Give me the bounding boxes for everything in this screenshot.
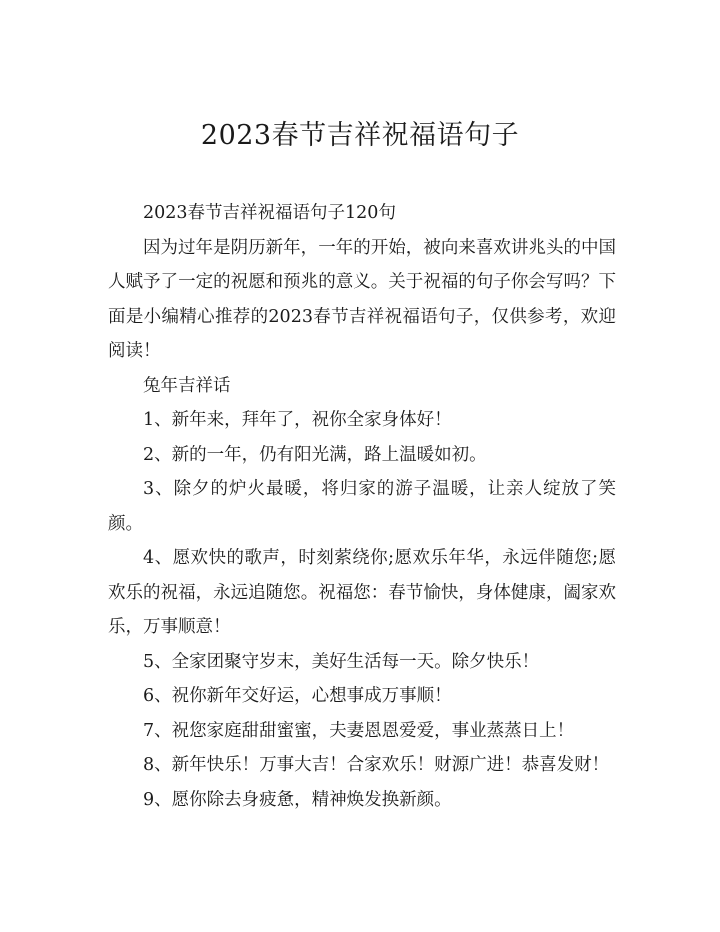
paragraph-subtitle: 2023春节吉祥祝福语句子120句: [143, 203, 396, 223]
list-item: 8、新年快乐！万事大吉！合家欢乐！财源广进！恭喜发财！: [143, 755, 610, 775]
list-item: 7、祝您家庭甜甜蜜蜜，夫妻恩恩爱爱，事业蒸蒸日上！: [143, 720, 575, 741]
list-item: 4、愿欢快的歌声，时刻萦绕你;愿欢乐年华，永远伴随您;愿欢乐的祝福，永远追随您。祝福您：春节愉快，身体健康，阖家欢乐，万事顺意！: [108, 548, 616, 637]
list-item: 5、全家团聚守岁末，美好生活每一天。除夕快乐！: [143, 651, 540, 672]
list-item: 3、除夕的炉火最暖，将归家的游子温暖，让亲人绽放了笑颜。: [108, 479, 616, 534]
paragraph-intro: 因为过年是阴历新年，一年的开始，被向来喜欢讲兆头的中国人赋予了一定的祝愿和预兆的意义。关于祝福的句子你会写吗？下面是小编精心推荐的2023春节吉祥祝福语句子，仅供参考，欢迎阅读！: [108, 237, 616, 361]
list-item: 6、祝你新年交好运，心想事成万事顺！: [143, 686, 452, 706]
section-heading: 兔年吉祥话: [143, 375, 231, 396]
document-body: [108, 196, 616, 817]
list-item: 9、愿你除去身疲惫，精神焕发换新颜。: [143, 789, 452, 810]
list-item: 2、新的一年，仍有阳光满，路上温暖如初。: [143, 444, 487, 465]
list-item: 1、新年来，拜年了，祝你全家身体好！: [143, 410, 452, 430]
document-title: 2023春节吉祥祝福语句子: [200, 120, 520, 151]
